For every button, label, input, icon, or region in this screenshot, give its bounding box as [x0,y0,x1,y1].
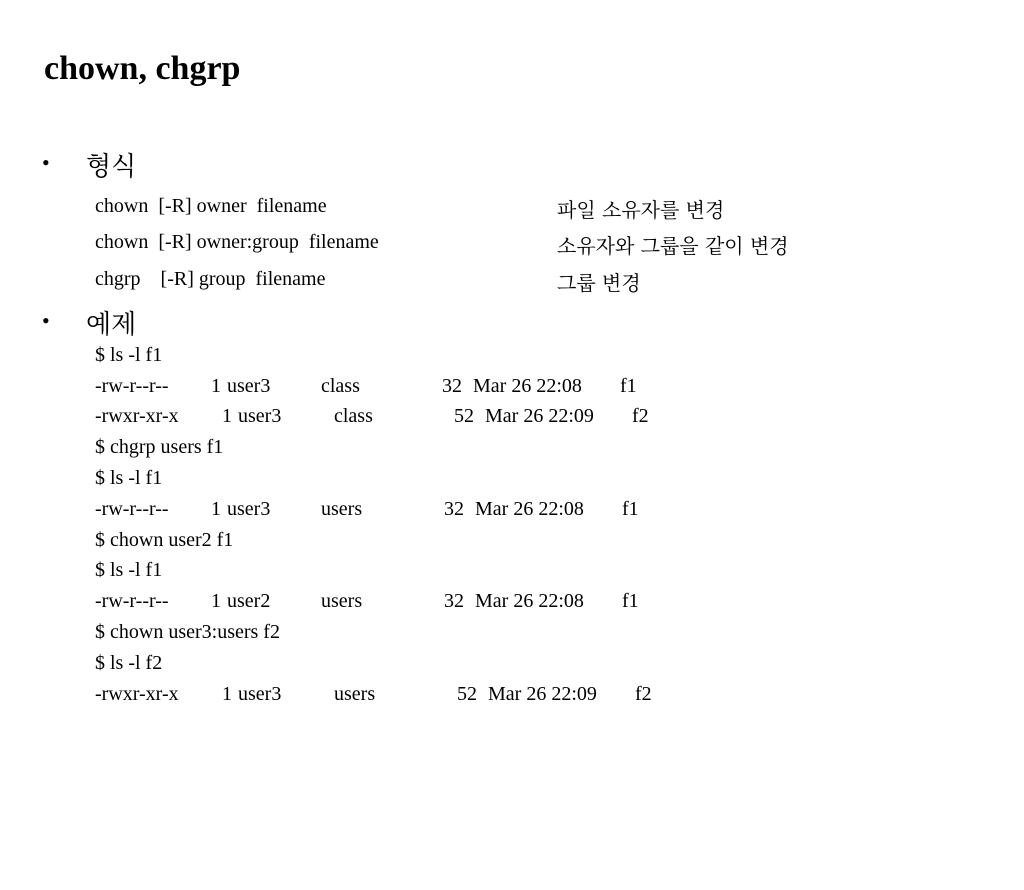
size: 52 [454,405,474,427]
group: users [334,683,376,705]
permissions: -rw-r--r-- [95,375,169,397]
command-text: $ ls -l f1 [95,559,163,581]
date: Mar 26 22:08 [475,590,584,612]
format-command: chgrp [-R] group filename [95,268,326,290]
command-line [95,467,163,491]
format-command: chown [-R] owner filename [95,195,327,217]
filename: f1 [622,590,639,612]
format-heading: 형식 [86,152,137,182]
listing-line [95,498,639,522]
command-line [95,436,224,460]
command-line [95,559,163,583]
example-heading: 예제 [86,310,137,340]
size: 32 [444,590,464,612]
owner: user3 [238,405,282,427]
command-text: $ ls -l f1 [95,344,163,366]
link-count: 1 [211,375,221,397]
filename: f1 [622,498,639,520]
owner: user2 [227,590,271,612]
permissions: -rwxr-xr-x [95,683,179,705]
size: 32 [442,375,462,397]
listing-line [95,683,652,707]
command-line [95,621,280,645]
format-description: 파일 소유자를 변경 [557,198,725,222]
owner: user3 [238,683,282,705]
slide-title: chown, chgrp [44,50,241,87]
filename: f2 [635,683,652,705]
listing-line [95,405,649,429]
group: users [321,590,363,612]
bullet-icon: • [42,150,50,175]
link-count: 1 [211,498,221,520]
size: 32 [444,498,464,520]
owner: user3 [227,498,271,520]
size: 52 [457,683,477,705]
command-line [95,652,163,676]
listing-line [95,590,639,614]
link-count: 1 [211,590,221,612]
date: Mar 26 22:08 [473,375,582,397]
owner: user3 [227,375,271,397]
permissions: -rw-r--r-- [95,498,169,520]
format-command: chown [-R] owner:group filename [95,231,379,253]
command-text: $ ls -l f1 [95,467,163,489]
command-line [95,344,163,368]
permissions: -rw-r--r-- [95,590,169,612]
filename: f1 [620,375,637,397]
link-count: 1 [222,683,232,705]
group: users [321,498,363,520]
date: Mar 26 22:09 [485,405,594,427]
bullet-icon: • [42,308,50,333]
group: class [334,405,373,427]
command-text: $ chgrp users f1 [95,436,224,458]
date: Mar 26 22:09 [488,683,597,705]
format-description: 소유자와 그룹을 같이 변경 [557,234,789,258]
command-line [95,529,234,553]
command-text: $ chown user2 f1 [95,529,234,551]
command-text: $ ls -l f2 [95,652,163,674]
date: Mar 26 22:08 [475,498,584,520]
group: class [321,375,360,397]
permissions: -rwxr-xr-x [95,405,179,427]
format-description: 그룹 변경 [557,271,641,295]
command-text: $ chown user3:users f2 [95,621,280,643]
filename: f2 [632,405,649,427]
link-count: 1 [222,405,232,427]
listing-line [95,375,637,399]
